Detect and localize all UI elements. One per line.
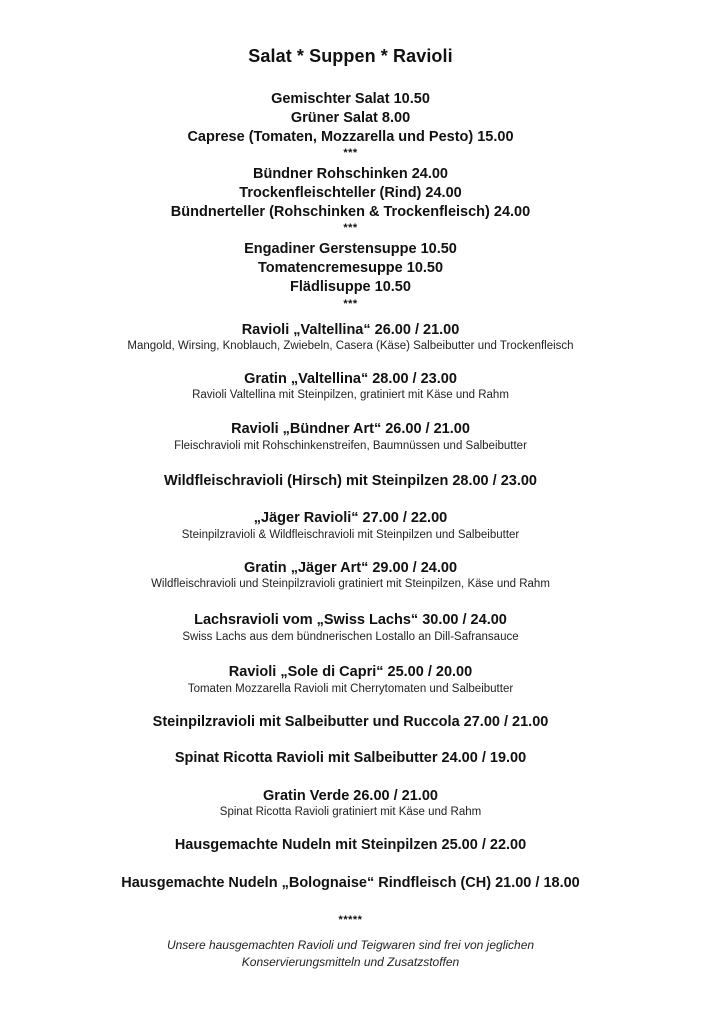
menu-item-nudeln-bolognaise: Hausgemachte Nudeln „Bolognaise“ Rindfleisch (CH) 21.00 / 18.00 — [121, 875, 580, 891]
menu-item-steinpilzravioli: Steinpilzravioli mit Salbeibutter und Ruccola 27.00 / 21.00 — [152, 714, 549, 730]
menu-item-jaeger-ravioli: „Jäger Ravioli“ 27.00 / 22.00 — [253, 510, 448, 526]
menu-item-description: Steinpilzravioli & Wildfleischravioli mit Steinpilzen und Salbeibutter — [181, 529, 520, 541]
menu-item-flaedlisuppe: Flädlisuppe 10.50 — [290, 279, 411, 295]
end-separator: ***** — [338, 914, 363, 926]
footnote-line-2: Konservierungsmitteln und Zusatzstoffen — [241, 955, 460, 969]
menu-item-spinat-ricotta-ravioli: Spinat Ricotta Ravioli mit Salbeibutter 24.00 / 19.00 — [174, 750, 527, 766]
menu-item-description: Swiss Lachs aus dem bündnerischen Lostallo an Dill-Safransauce — [182, 631, 519, 643]
menu-item-ravioli-valtellina: Ravioli „Valtellina“ 26.00 / 21.00 — [241, 322, 460, 338]
menu-item-lachsravioli: Lachsravioli vom „Swiss Lachs“ 30.00 / 24.00 — [194, 612, 507, 628]
menu-item-description: Wildfleischravioli und Steinpilzravioli gratiniert mit Steinpilzen, Käse und Rahm — [151, 578, 550, 590]
menu-item-gratin-valtellina: Gratin „Valtellina“ 28.00 / 23.00 — [244, 371, 457, 387]
menu-item-ravioli-buendner-art: Ravioli „Bündner Art“ 26.00 / 21.00 — [231, 421, 470, 437]
menu-item-gemischter-salat: Gemischter Salat 10.50 — [271, 91, 430, 107]
menu-item-rohschinken: Bündner Rohschinken 24.00 — [253, 166, 448, 182]
menu-item-gerstensuppe: Engadiner Gerstensuppe 10.50 — [244, 241, 457, 257]
menu-item-description: Fleischravioli mit Rohschinkenstreifen, Baumnüssen und Salbeibutter — [174, 440, 527, 452]
menu-item-buendnerteller: Bündnerteller (Rohschinken & Trockenfleisch) 24.00 — [170, 204, 531, 220]
section-separator: *** — [343, 147, 358, 159]
menu-item-gruener-salat: Grüner Salat 8.00 — [290, 110, 411, 126]
menu-item-description: Mangold, Wirsing, Knoblauch, Zwiebeln, Casera (Käse) Salbeibutter und Trockenfleisch — [127, 340, 574, 352]
page-title: Salat * Suppen * Ravioli — [248, 46, 453, 66]
menu-item-description: Ravioli Valtellina mit Steinpilzen, gratiniert mit Käse und Rahm — [192, 389, 509, 401]
menu-item-description: Tomaten Mozzarella Ravioli mit Cherrytomaten und Salbeibutter — [187, 683, 514, 695]
menu-item-caprese: Caprese (Tomaten, Mozzarella und Pesto) 15.00 — [187, 129, 514, 145]
menu-item-nudeln-steinpilzen: Hausgemachte Nudeln mit Steinpilzen 25.00 / 22.00 — [174, 837, 527, 853]
menu-item-gratin-verde: Gratin Verde 26.00 / 21.00 — [263, 788, 438, 804]
menu-item-tomatencremesuppe: Tomatencremesuppe 10.50 — [257, 260, 444, 276]
menu-item-ravioli-sole-di-capri: Ravioli „Sole di Capri“ 25.00 / 20.00 — [228, 664, 473, 680]
menu-item-description: Spinat Ricotta Ravioli gratiniert mit Käse und Rahm — [219, 806, 482, 818]
footnote-line-1: Unsere hausgemachten Ravioli und Teigwaren sind frei von jeglichen — [166, 938, 535, 952]
menu-item-gratin-jaeger-art: Gratin „Jäger Art“ 29.00 / 24.00 — [243, 560, 458, 576]
section-separator: *** — [343, 298, 358, 310]
menu-item-wildfleischravioli: Wildfleischravioli (Hirsch) mit Steinpilzen 28.00 / 23.00 — [164, 473, 537, 489]
section-separator: *** — [343, 222, 358, 234]
menu-item-trockenfleischteller: Trockenfleischteller (Rind) 24.00 — [239, 185, 462, 201]
